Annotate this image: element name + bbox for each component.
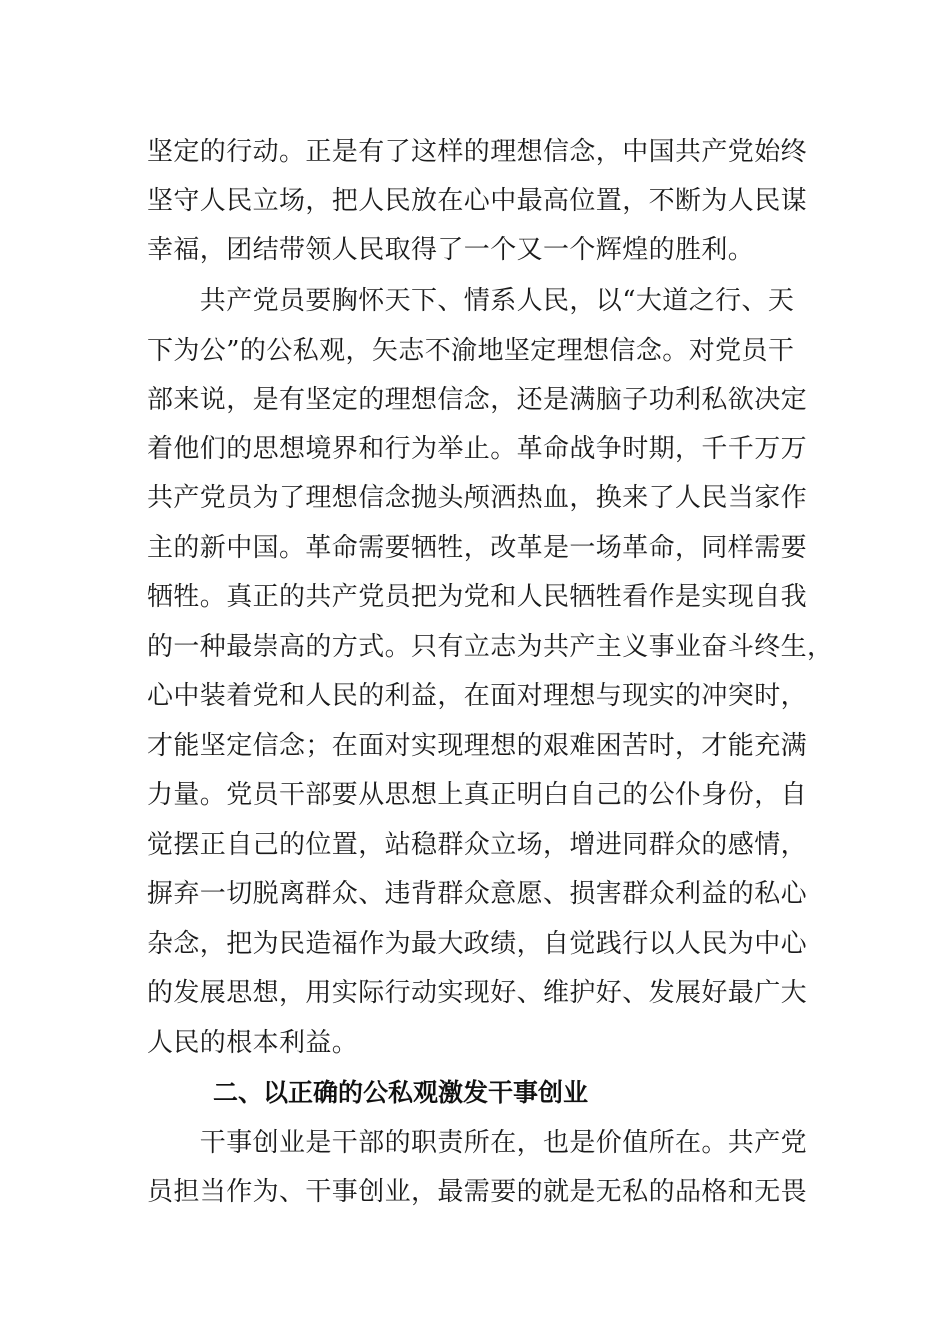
text-line: 部来说，是有坚定的理想信念，还是满脑子功利私欲决定 bbox=[147, 385, 808, 415]
text-line: 人民的根本利益。 bbox=[147, 1028, 359, 1058]
text-line: 干事创业是干部的职责所在，也是价值所在。共产党 bbox=[147, 1128, 808, 1158]
text-line: 觉摆正自己的位置，站稳群众立场，增进同群众的感情， bbox=[147, 830, 808, 860]
text-line: 共产党员要胸怀天下、情系人民，以“大道之行、天 bbox=[147, 286, 795, 316]
text-line: 力量。党员干部要从思想上真正明白自己的公仆身份，自 bbox=[147, 780, 808, 810]
text-line: 杂念，把为民造福作为最大政绩，自觉践行以人民为中心 bbox=[147, 929, 808, 959]
text-line: 的一种最崇高的方式。只有立志为共产主义事业奋斗终生， bbox=[147, 632, 834, 662]
section-heading: 二、以正确的公私观激发干事创业 bbox=[213, 1078, 589, 1107]
text-line: 牺牲。真正的共产党员把为党和人民牺牲看作是实现自我 bbox=[147, 582, 808, 612]
text-line: 员担当作为、干事创业，最需要的就是无私的品格和无畏 bbox=[147, 1177, 808, 1207]
text-line: 着他们的思想境界和行为举止。革命战争时期，千千万万 bbox=[147, 434, 808, 464]
text-line: 才能坚定信念；在面对实现理想的艰难困苦时，才能充满 bbox=[147, 731, 808, 761]
text-line: 共产党员为了理想信念抛头颅洒热血，换来了人民当家作 bbox=[147, 483, 808, 513]
text-line: 摒弃一切脱离群众、违背群众意愿、损害群众利益的私心 bbox=[147, 879, 808, 909]
text-line: 的发展思想，用实际行动实现好、维护好、发展好最广大 bbox=[147, 978, 808, 1008]
text-line: 坚守人民立场，把人民放在心中最高位置，不断为人民谋 bbox=[147, 186, 808, 216]
text-line: 下为公”的公私观，矢志不渝地坚定理想信念。对党员干 bbox=[147, 336, 795, 366]
text-line: 坚定的行动。正是有了这样的理想信念，中国共产党始终 bbox=[147, 137, 808, 167]
text-line: 主的新中国。革命需要牺牲，改革是一场革命，同样需要 bbox=[147, 533, 808, 563]
text-line: 幸福，团结带领人民取得了一个又一个辉煌的胜利。 bbox=[147, 235, 755, 265]
text-line: 心中装着党和人民的利益，在面对理想与现实的冲突时， bbox=[147, 681, 808, 711]
